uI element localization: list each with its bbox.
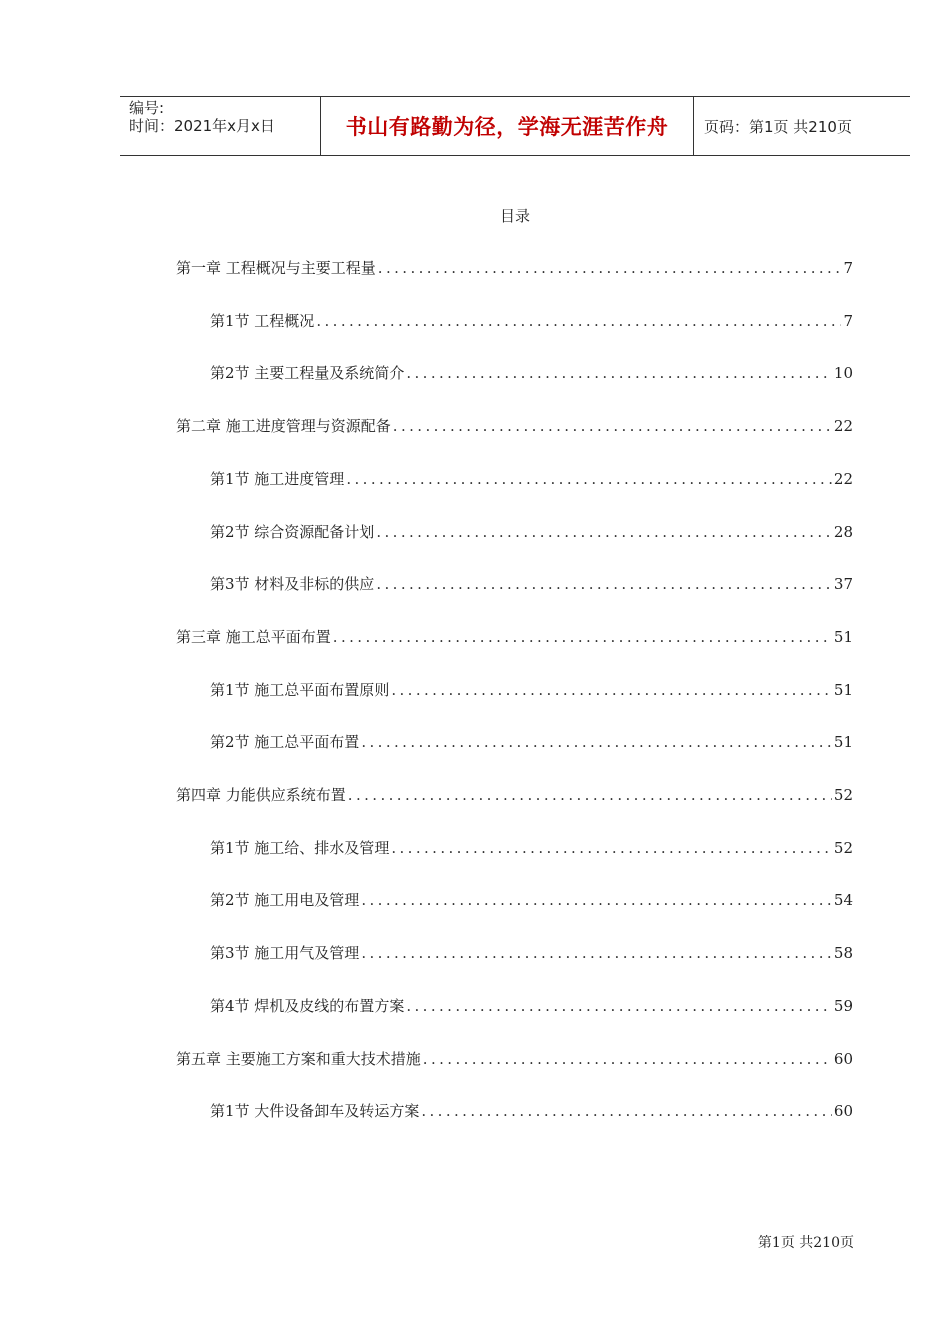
toc-entry-label: 第四章 力能供应系统布置 [176, 786, 346, 804]
toc-entry-label: 第五章 主要施工方案和重大技术措施 [176, 1050, 421, 1068]
toc-chapter-entry[interactable] [176, 626, 853, 648]
toc-entry-label: 第2节 综合资源配备计划 [210, 523, 375, 541]
toc-entry-label: 第1节 施工总平面布置原则 [210, 681, 390, 699]
toc-entry-page: 60 [833, 1102, 853, 1120]
toc-entry-label: 第2节 主要工程量及系统简介 [210, 364, 405, 382]
toc-leader-dots [348, 786, 832, 804]
toc-entry-page: 22 [833, 417, 853, 435]
toc-section-entry[interactable] [210, 837, 853, 859]
toc-chapter-entry[interactable] [176, 415, 853, 437]
toc-entry-label: 第三章 施工总平面布置 [176, 628, 331, 646]
toc-entry-page: 52 [833, 786, 853, 804]
toc-leader-dots [406, 997, 832, 1015]
toc-leader-dots [423, 1050, 832, 1068]
toc-leader-dots [376, 523, 832, 541]
toc-leader-dots [346, 470, 832, 488]
toc-section-entry[interactable] [210, 468, 853, 490]
toc-section-entry[interactable] [210, 889, 853, 911]
toc-entry-label: 第1节 施工给、排水及管理 [210, 839, 390, 857]
toc-entry-page: 7 [843, 312, 853, 330]
toc-entry-label: 第1节 工程概况 [210, 312, 315, 330]
header-page-info: 页码：第1页 共210页 [704, 117, 852, 136]
toc-entry-label: 第2节 施工用电及管理 [210, 891, 360, 909]
toc-entry-label: 第3节 材料及非标的供应 [210, 575, 375, 593]
toc-chapter-entry[interactable] [176, 784, 853, 806]
toc-section-entry[interactable] [210, 310, 853, 332]
toc-leader-dots [333, 628, 832, 646]
toc-leader-dots [376, 575, 832, 593]
toc-section-entry[interactable] [210, 521, 853, 543]
toc-entry-page: 58 [833, 944, 853, 962]
toc-section-entry[interactable] [210, 573, 853, 595]
toc-entry-label: 第二章 施工进度管理与资源配备 [176, 417, 391, 435]
toc-entry-page: 51 [833, 733, 853, 751]
toc-entry-page: 10 [833, 364, 853, 382]
toc-section-entry[interactable] [210, 362, 853, 384]
toc-entry-page: 54 [833, 891, 853, 909]
toc-leader-dots [316, 312, 841, 330]
page-header [120, 96, 910, 156]
toc-entry-label: 第一章 工程概况与主要工程量 [176, 259, 376, 277]
time-label: 时间：2021年x月x日 [129, 117, 275, 135]
toc-leader-dots [361, 944, 832, 962]
toc-chapter-entry[interactable] [176, 257, 853, 279]
toc-entry-page: 52 [833, 839, 853, 857]
toc-leader-dots [391, 839, 832, 857]
toc-section-entry[interactable] [210, 942, 853, 964]
toc-leader-dots [421, 1102, 832, 1120]
toc-entry-label: 第2节 施工总平面布置 [210, 733, 360, 751]
toc-entry-label: 第4节 焊机及皮线的布置方案 [210, 997, 405, 1015]
toc-entry-page: 51 [833, 681, 853, 699]
toc-entry-page: 51 [833, 628, 853, 646]
toc-section-entry[interactable] [210, 1100, 853, 1122]
toc-entry-page: 28 [833, 523, 853, 541]
toc-entry-page: 59 [833, 997, 853, 1015]
toc-leader-dots [361, 733, 832, 751]
toc-entry-label: 第3节 施工用气及管理 [210, 944, 360, 962]
header-motto: 书山有路勤为径，学海无涯苦作舟 [321, 97, 694, 155]
header-meta [120, 97, 321, 155]
toc-leader-dots [361, 891, 832, 909]
toc-title: 目录 [499, 207, 530, 225]
toc-chapter-entry[interactable] [176, 1048, 853, 1070]
toc-entry-page: 37 [833, 575, 853, 593]
doc-number-label: 编号: [129, 99, 165, 117]
toc-entry-label: 第1节 施工进度管理 [210, 470, 345, 488]
toc-entry-page: 60 [833, 1050, 853, 1068]
toc-leader-dots [378, 259, 842, 277]
toc-leader-dots [393, 417, 832, 435]
toc-entry-page: 7 [843, 259, 853, 277]
toc-leader-dots [391, 681, 832, 699]
toc-section-entry[interactable] [210, 679, 853, 701]
footer-page-info: 第1页 共210页 [757, 1235, 854, 1251]
toc-entry-label: 第1节 大件设备卸车及转运方案 [210, 1102, 420, 1120]
toc-section-entry[interactable] [210, 995, 853, 1017]
toc-section-entry[interactable] [210, 731, 853, 753]
toc-entry-page: 22 [833, 470, 853, 488]
toc-leader-dots [406, 364, 832, 382]
